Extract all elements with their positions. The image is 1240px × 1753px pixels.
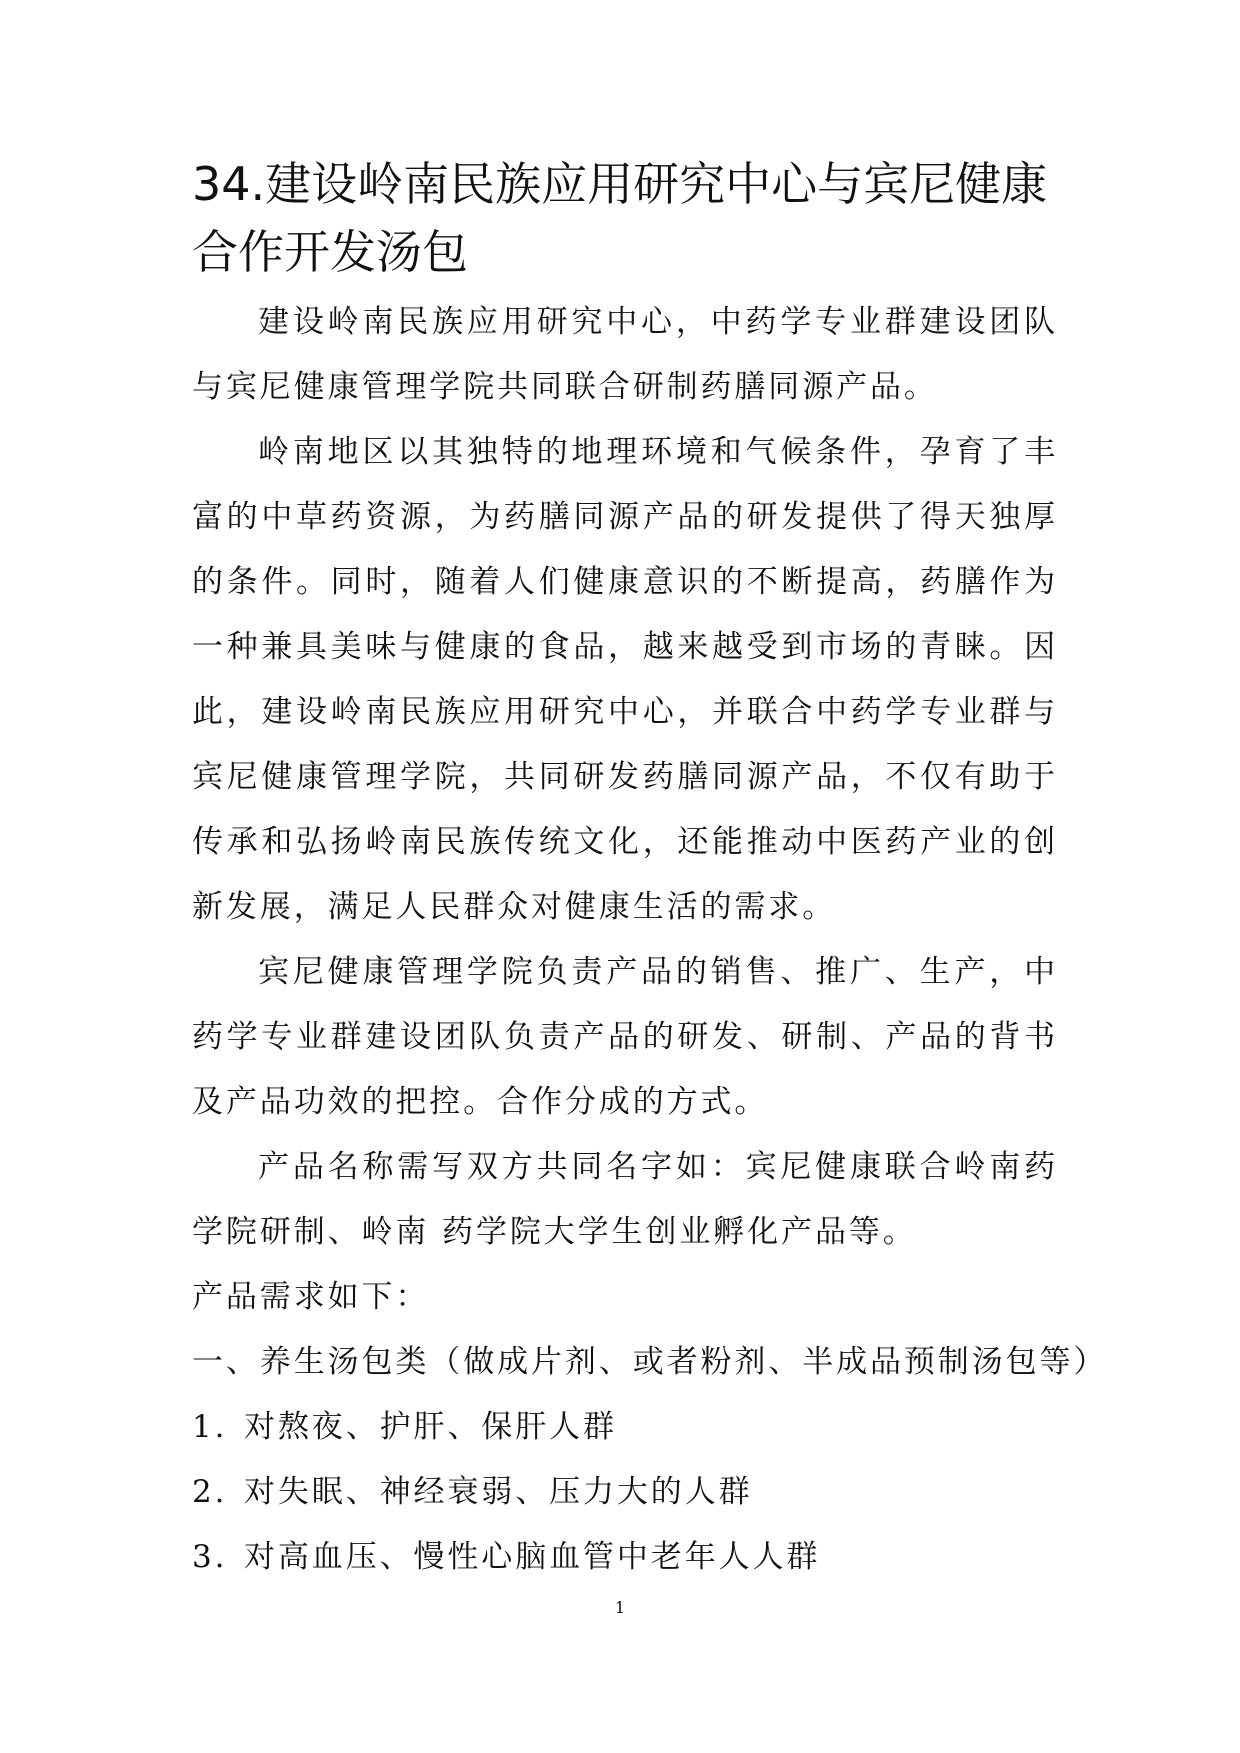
paragraph-responsibilities: 宾尼健康管理学院负责产品的销售、推广、生产，中药学专业群建设团队负责产品的研发、研制、产品的背书及产品功效的把控。合作分成的方式。 (192, 954, 1058, 1120)
requirements-intro: 产品需求如下： (192, 1279, 430, 1315)
requirements-list (192, 1395, 1058, 1590)
list-item (192, 1525, 1058, 1590)
document-body (192, 150, 1108, 1590)
list-item-number: 3. (192, 1539, 228, 1575)
list-item-text: 对高血压、慢性心脑血管中老年人人群 (244, 1539, 821, 1575)
list-item (192, 1395, 1058, 1460)
list-item-number: 1. (192, 1409, 228, 1445)
paragraph-intro: 建设岭南民族应用研究中心，中药学专业群建设团队与宾尼健康管理学院共同联合研制药膳同源产品。 (192, 304, 1058, 405)
paragraph-product-naming: 产品名称需写双方共同名字如：宾尼健康联合岭南药学院研制、岭南 药学院大学生创业孵化产品等。 (192, 1149, 1058, 1250)
paragraph-background: 岭南地区以其独特的地理环境和气候条件，孕育了丰富的中草药资源，为药膳同源产品的研发提供了得天独厚的条件。同时，随着人们健康意识的不断提高，药膳作为一种兼具美味与健康的食品，越来越受到市场的青睐。因此，建设岭南民族应用研究中心，并联合中药学专业群与宾尼健康管理学院，共同研发药膳同源产品，不仅有助于传承和弘扬岭南民族传统文化，还能推动中医药产业的创新发展，满足人民群众对健康生活的需求。 (192, 434, 1058, 925)
list-item-number: 2. (192, 1474, 228, 1510)
page-number: 1 (614, 1598, 626, 1617)
document-title: 34.建设岭南民族应用研究中心与宾尼健康合作开发汤包 (192, 157, 1048, 279)
category-heading: 一、养生汤包类（做成片剂、或者粉剂、半成品预制汤包等） (192, 1344, 1108, 1380)
list-item-text: 对失眠、神经衰弱、压力大的人群 (244, 1474, 753, 1510)
list-item (192, 1460, 1058, 1525)
list-item-text: 对熬夜、护肝、保肝人群 (244, 1409, 617, 1445)
